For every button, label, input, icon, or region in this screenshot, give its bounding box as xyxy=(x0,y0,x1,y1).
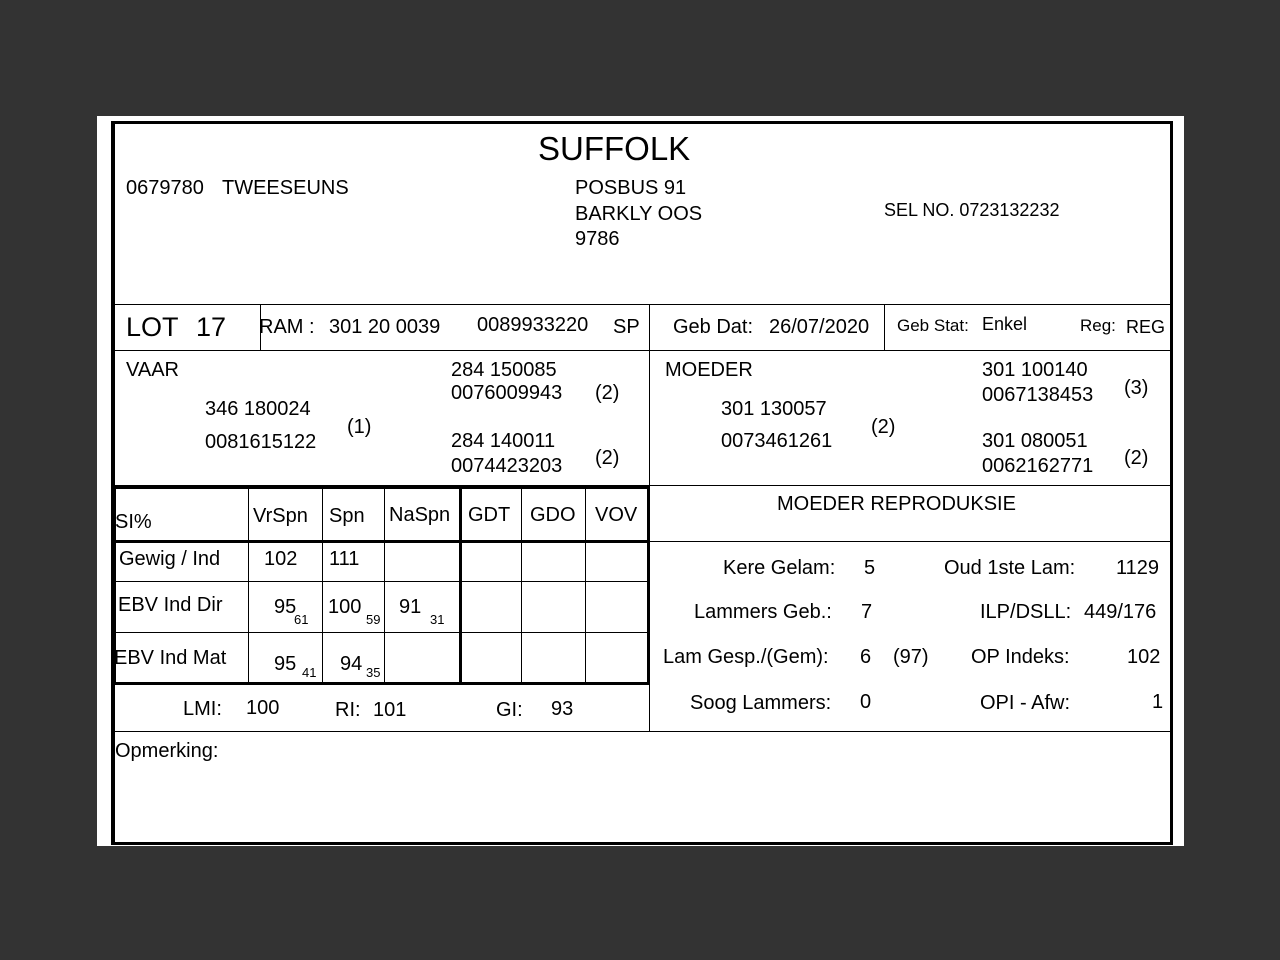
row-label-ebv-dir: EBV Ind Dir xyxy=(118,594,223,616)
ebv-mat-spn: 94 xyxy=(340,653,363,675)
header-gdo: GDO xyxy=(530,504,576,526)
si-table-right xyxy=(647,486,650,685)
address-line-2: BARKLY OOS xyxy=(575,203,703,225)
breed-title: SUFFOLK xyxy=(538,130,691,167)
address-line-1: POSBUS 91 xyxy=(575,177,687,199)
oud-label: Oud 1ste Lam: xyxy=(944,557,1076,579)
si-col-divider-2 xyxy=(322,486,323,682)
row-label-gewig: Gewig / Ind xyxy=(119,548,221,570)
owner-id: 0679780 xyxy=(126,177,204,199)
ebv-mat-vrspn: 95 xyxy=(274,653,297,675)
si-table-top xyxy=(114,486,649,489)
si-col-divider-1 xyxy=(248,486,249,682)
ri-value: 101 xyxy=(373,699,407,721)
ram-number: 301 20 0039 xyxy=(329,316,441,338)
header-vrspn: VrSpn xyxy=(253,505,308,527)
divider-lot-top xyxy=(114,304,1172,305)
card-border xyxy=(111,121,1173,845)
ebv-mat-vrspn-sub: 41 xyxy=(302,665,317,680)
birth-date-label: Geb Dat: xyxy=(673,316,754,338)
si-col-divider-4 xyxy=(459,486,462,685)
oud-value: 1129 xyxy=(1116,557,1160,579)
divider-birth-status xyxy=(884,304,885,350)
dam-dam-code: (2) xyxy=(1124,447,1149,469)
ilp-value: 449/176 xyxy=(1084,601,1157,623)
dam-repro-title: MOEDER REPRODUKSIE xyxy=(777,493,1016,515)
dam-id: 0073461261 xyxy=(721,430,833,452)
si-row-divider-1 xyxy=(114,581,649,582)
sire-dam-code: (2) xyxy=(595,447,620,469)
si-corner: SI% xyxy=(115,511,152,533)
gesp-avg: (97) xyxy=(893,646,929,668)
header-vov: VOV xyxy=(595,504,638,526)
ebv-mat-spn-sub: 35 xyxy=(366,665,381,680)
ebv-dir-spn: 100 xyxy=(328,596,362,618)
owner-name: TWEESEUNS xyxy=(222,177,349,199)
dam-sire-code: (3) xyxy=(1124,377,1149,399)
ri-label: RI: xyxy=(335,699,361,721)
lot-number: 17 xyxy=(196,312,227,342)
ram-label: RAM : xyxy=(259,316,315,338)
lammers-value: 7 xyxy=(861,601,873,623)
op-value: 102 xyxy=(1127,646,1161,668)
dam-repro-title-divider xyxy=(650,541,1172,542)
opi-label: OPI - Afw: xyxy=(980,692,1071,714)
dam-number: 301 130057 xyxy=(721,398,827,420)
gewig-vrspn: 102 xyxy=(264,548,298,570)
divider-lot-bottom xyxy=(114,350,1172,351)
reg-label: Reg: xyxy=(1080,316,1116,335)
dam-label: MOEDER xyxy=(665,359,753,381)
gesp-label: Lam Gesp./(Gem): xyxy=(663,646,829,668)
op-label: OP Indeks: xyxy=(971,646,1070,668)
ebv-dir-naspn-sub: 31 xyxy=(430,612,445,627)
birth-date: 26/07/2020 xyxy=(769,316,870,338)
sire-sire-code: (2) xyxy=(595,382,620,404)
ebv-dir-vrspn-sub: 61 xyxy=(294,612,309,627)
ebv-dir-naspn: 91 xyxy=(399,596,422,618)
gi-label: GI: xyxy=(496,699,523,721)
remarks-label: Opmerking: xyxy=(115,740,219,762)
kere-value: 5 xyxy=(864,557,876,579)
sire-dam-number: 284 140011 xyxy=(451,430,556,452)
lot-label: LOT xyxy=(126,312,179,342)
reg-value: REG xyxy=(1126,317,1166,337)
dam-dam-id: 0062162771 xyxy=(982,455,1094,477)
gi-value: 93 xyxy=(551,698,574,720)
ram-id: 0089933220 xyxy=(477,314,589,336)
birth-status: Enkel xyxy=(982,314,1028,334)
row-label-ebv-mat: EBV Ind Mat xyxy=(114,647,227,669)
birth-status-label: Geb Stat: xyxy=(897,316,969,335)
sire-code: (1) xyxy=(347,416,372,438)
si-table-bottom xyxy=(114,682,649,685)
gesp-value: 6 xyxy=(860,646,872,668)
soog-value: 0 xyxy=(860,691,872,713)
cell-number: SEL NO. 0723132232 xyxy=(884,200,1060,220)
sire-label: VAAR xyxy=(126,359,179,381)
lmi-label: LMI: xyxy=(183,698,222,720)
si-col-divider-5 xyxy=(521,486,522,682)
ebv-dir-spn-sub: 59 xyxy=(366,612,381,627)
si-col-divider-3 xyxy=(384,486,385,682)
si-table-header-bottom xyxy=(114,540,649,543)
sire-sire-number: 284 150085 xyxy=(451,359,557,381)
divider-remarks-top xyxy=(114,731,1172,732)
ram-type: SP xyxy=(613,316,640,338)
ilp-label: ILP/DSLL: xyxy=(980,601,1072,623)
si-col-divider-6 xyxy=(585,486,586,682)
sire-id: 0081615122 xyxy=(205,431,317,453)
header-naspn: NaSpn xyxy=(389,504,451,526)
ebv-dir-vrspn: 95 xyxy=(274,596,297,618)
address-line-3: 9786 xyxy=(575,228,620,250)
sire-number: 346 180024 xyxy=(205,398,311,420)
gewig-spn: 111 xyxy=(329,548,360,570)
header-spn: Spn xyxy=(329,505,365,527)
dam-sire-id: 0067138453 xyxy=(982,384,1094,406)
kere-label: Kere Gelam: xyxy=(723,557,836,579)
lmi-value: 100 xyxy=(246,697,280,719)
opi-value: 1 xyxy=(1152,691,1164,713)
dam-dam-number: 301 080051 xyxy=(982,430,1088,452)
sire-dam-id: 0074423203 xyxy=(451,455,563,477)
soog-label: Soog Lammers: xyxy=(690,692,832,714)
si-row-divider-2 xyxy=(114,632,649,633)
sire-sire-id: 0076009943 xyxy=(451,382,563,404)
dam-code: (2) xyxy=(871,416,896,438)
dam-sire-number: 301 100140 xyxy=(982,359,1088,381)
header-gdt: GDT xyxy=(468,504,511,526)
lammers-label: Lammers Geb.: xyxy=(694,601,832,623)
